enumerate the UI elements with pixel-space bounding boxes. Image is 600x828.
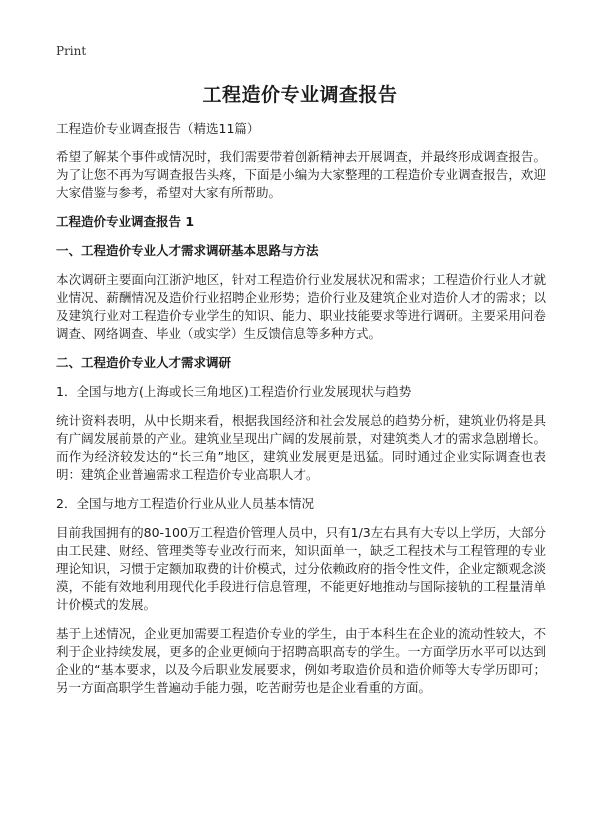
document-body: [56, 120, 546, 708]
section1-paragraph: 本次调研主要面向江浙沪地区，针对工程造价行业发展状况和需求；工程造价行业人才就业情况、薪酬情况及造价行业招聘企业形势；造价行业及建筑企业对造价人才的需求；以及建筑行业对工程造价专业学生的知识、能力、职业技能要求等进行调研。主要采用问卷调查、网络调查、毕业（或实学）生反馈信息等多种方式。: [56, 272, 546, 341]
item2-heading: 2．全国与地方工程造价行业从业人员基本情况: [56, 496, 314, 511]
item1-paragraph: 统计资料表明，从中长期来看，根据我国经济和社会发展总的趋势分析，建筑业仍将是具有广阔发展前景的产业。建筑业呈现出广阔的发展前景，对建筑类人才的需求急剧增长。而作为经济较发达的“长三角”地区，建筑业发展更是迅猛。同时通过企业实际调查也表明：建筑企业普遍需求工程造价专业高职人才。: [56, 413, 546, 482]
report-heading: 工程造价专业调查报告 1: [56, 214, 195, 229]
section1-heading: 一、工程造价专业人才需求调研基本思路与方法: [56, 243, 319, 258]
page-title: 工程造价专业调查报告: [202, 84, 398, 106]
item2-paragraph-2: 基于上述情况，企业更加需要工程造价专业的学生，由于本科生在企业的流动性较大，不利于企业持续发展，更多的企业更倾向于招聘高职高专的学生。一方面学历水平可以达到企业的“基本要求，以及今后职业发展要求，例如考取造价员和造价师等大专学历即可；另一方面高职学生普遍动手能力强，吃苦耐劳也是企业看重的方面。: [56, 626, 546, 695]
item2-paragraph-1: 目前我国拥有的80-100万工程造价管理人员中，只有1/3左右具有大专以上学历，大部分由工民建、财经、管理类等专业改行而来，知识面单一，缺乏工程技术与工程管理的专业理论知识，习惯于定额加取费的计价模式，过分依赖政府的指令性文件，企业定额观念淡漠，不能有效地利用现代化手段进行信息管理，不能更好地推动与国际接轨的工程量清单计价模式的发展。: [56, 525, 546, 612]
print-link[interactable]: Print: [56, 44, 87, 58]
section2-heading: 二、工程造价专业人才需求调研: [56, 355, 232, 370]
document-subtitle: 工程造价专业调查报告（精选11篇）: [56, 121, 260, 136]
item1-heading: 1．全国与地方(上海或长三角地区)工程造价行业发展现状与趋势: [56, 384, 412, 399]
intro-paragraph: 希望了解某个事件或情况时，我们需要带着创新精神去开展调查，并最终形成调查报告。为了让您不再为写调查报告头疼，下面是小编为大家整理的工程造价专业调查报告，欢迎大家借鉴与参考，希望对大家有所帮助。: [56, 149, 546, 200]
